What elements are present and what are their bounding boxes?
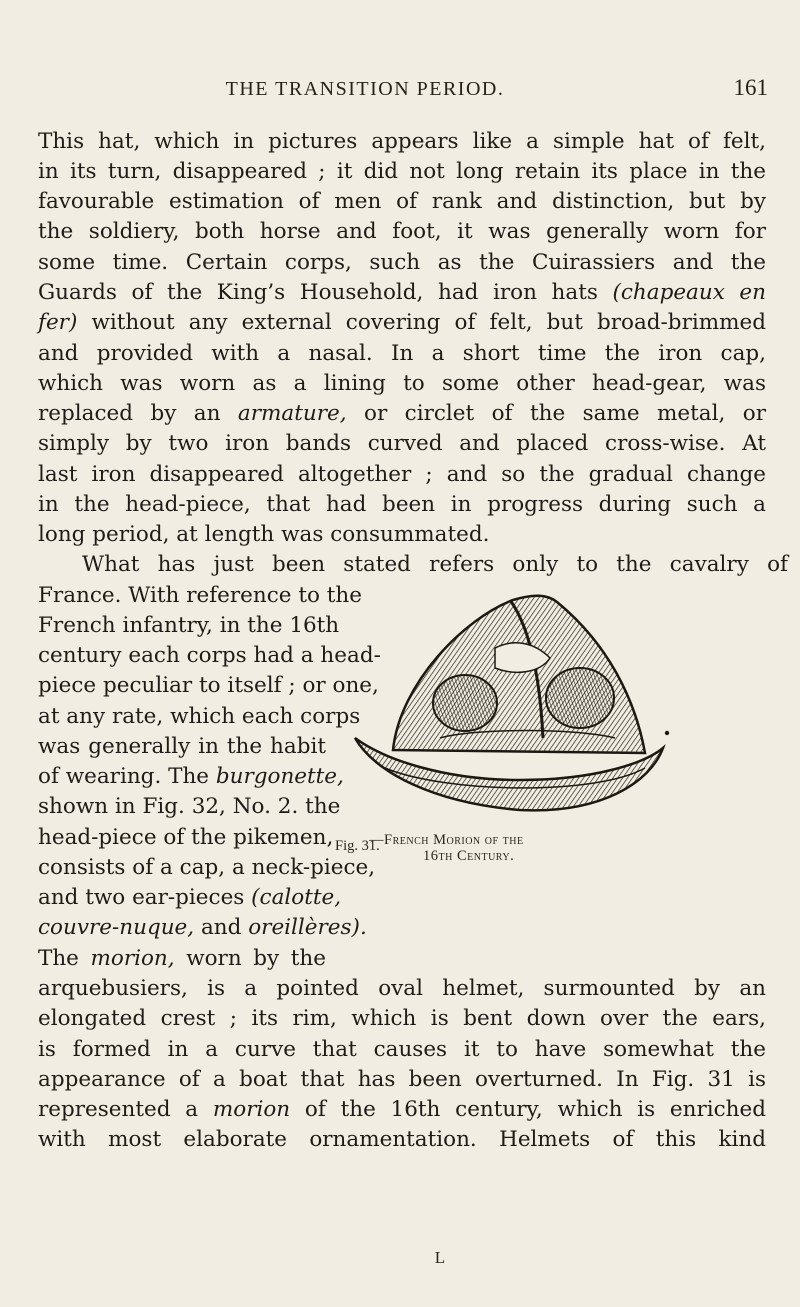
text-line: appearance of a boat that has been overturned. In Fig. 31 is bbox=[38, 1067, 766, 1092]
helmet-dome bbox=[393, 596, 645, 753]
text-line: This hat, which in pictures appears like a simple hat of felt, bbox=[38, 129, 766, 154]
text-line: the soldiery, both horse and foot, it was generally worn for bbox=[38, 219, 766, 244]
signature-mark: L bbox=[434, 1248, 446, 1267]
text-run: without any external covering of felt, but broad-brimmed bbox=[91, 310, 766, 335]
text-run: of the 16th century, which is enriched bbox=[290, 1097, 766, 1122]
text-line: What has just been stated refers only to the cavalry of bbox=[82, 552, 788, 577]
text-line bbox=[38, 1096, 766, 1126]
text-run: The bbox=[38, 946, 91, 971]
text-run: of wearing. The bbox=[38, 764, 216, 789]
morion-helmet-drawing bbox=[345, 588, 785, 848]
text-line: shown in Fig. 32, No. 2. the bbox=[38, 794, 341, 819]
text-line: at any rate, which each corps bbox=[38, 704, 361, 729]
text-run: Guards of the King’s Household, had iron hats bbox=[38, 280, 613, 305]
text-line: in the head-piece, that had been in progress during such a bbox=[38, 492, 766, 517]
text-line: head-piece of the pikemen, bbox=[38, 825, 334, 850]
italic-term: (calotte, bbox=[251, 885, 342, 910]
italic-term: (chapeaux en bbox=[612, 280, 767, 305]
italic-term: couvre-nuque, bbox=[38, 915, 195, 940]
italic-term: armature, bbox=[237, 401, 347, 426]
text-line: long period, at length was consummated. bbox=[38, 522, 490, 547]
caption-line: —French Morion of the bbox=[369, 832, 524, 848]
text-line bbox=[38, 309, 766, 339]
text-line bbox=[38, 279, 766, 309]
text-run: worn by the bbox=[174, 946, 326, 971]
text-line: elongated crest ; its rim, which is bent down over the ears, bbox=[38, 1006, 766, 1031]
italic-term: morion bbox=[212, 1097, 291, 1122]
text-line: consists of a cap, a neck-piece, bbox=[38, 855, 376, 880]
text-line: France. With reference to the bbox=[38, 583, 362, 608]
text-line: which was worn as a lining to some other head-gear, was bbox=[38, 371, 766, 396]
text-run: represented a bbox=[38, 1097, 213, 1122]
text-line bbox=[38, 763, 344, 793]
italic-term: burgonette, bbox=[215, 764, 344, 789]
text-line bbox=[38, 945, 326, 975]
figure-label: Fig. 31. bbox=[335, 838, 380, 854]
text-line: simply by two iron bands curved and placed cross-wise. At bbox=[38, 431, 766, 456]
text-line: century each corps had a head- bbox=[38, 643, 381, 668]
caption-line: 16th Century. bbox=[423, 848, 515, 864]
text-run: and bbox=[194, 915, 249, 940]
text-line: French infantry, in the 16th bbox=[38, 613, 340, 638]
text-line: last iron disappeared altogether ; and so the gradual change bbox=[38, 462, 766, 487]
page-header-title: THE TRANSITION PERIOD. bbox=[225, 78, 505, 100]
text-line: some time. Certain corps, such as the Cuirassiers and the bbox=[38, 250, 766, 275]
page-number: 161 bbox=[733, 75, 768, 100]
text-run: and two ear-pieces bbox=[38, 885, 252, 910]
text-line: favourable estimation of men of rank and distinction, but by bbox=[38, 189, 766, 214]
italic-term: fer) bbox=[38, 310, 78, 335]
text-line bbox=[38, 884, 342, 914]
morion-illustration bbox=[345, 588, 785, 848]
text-line bbox=[38, 914, 367, 944]
text-line: and provided with a nasal. In a short time the iron cap, bbox=[38, 341, 766, 366]
text-line: piece peculiar to itself ; or one, bbox=[38, 673, 379, 698]
italic-term: oreillères). bbox=[248, 915, 367, 940]
italic-term: morion, bbox=[90, 946, 175, 971]
text-run: or circlet of the same metal, or bbox=[346, 401, 766, 426]
text-run bbox=[77, 310, 91, 335]
text-line: is formed in a curve that causes it to have somewhat the bbox=[38, 1037, 766, 1062]
text-line: with most elaborate ornamentation. Helmets of this kind bbox=[38, 1127, 766, 1152]
text-line: in its turn, disappeared ; it did not long retain its place in the bbox=[38, 159, 766, 184]
text-run: replaced by an bbox=[38, 401, 238, 426]
text-line: arquebusiers, is a pointed oval helmet, surmounted by an bbox=[38, 976, 766, 1001]
text-line bbox=[38, 400, 766, 430]
text-line: was generally in the habit bbox=[38, 734, 326, 759]
